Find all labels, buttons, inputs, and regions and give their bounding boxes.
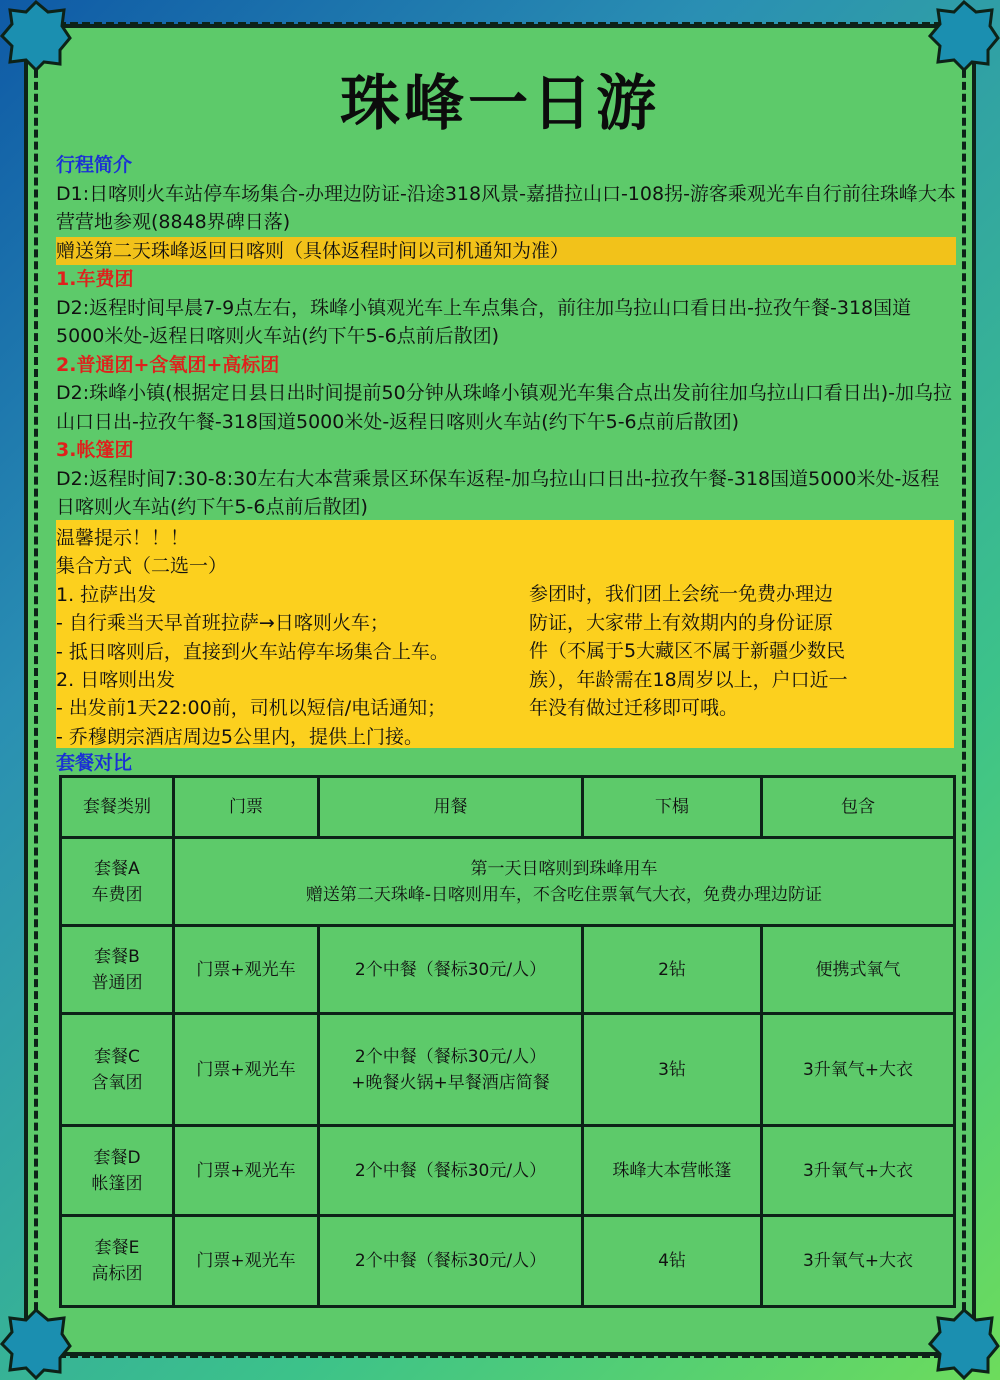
table-header-cell: 用餐 xyxy=(319,777,583,838)
tip-line: - 自行乘当天早首班拉萨→日喀则火车； xyxy=(56,612,389,635)
ticket-cell: 门票+观光车 xyxy=(174,1014,319,1126)
page-title: 珠峰一日游 xyxy=(340,69,660,139)
stay-cell: 4钻 xyxy=(583,1216,762,1307)
ticket-cell: 门票+观光车 xyxy=(174,926,319,1014)
itinerary-section xyxy=(56,151,956,522)
include-cell: 3升氧气+大衣 xyxy=(762,1126,955,1216)
table-header-cell: 包含 xyxy=(762,777,955,838)
package-a-line: 赠送第二天珠峰-日喀则用车，不含吃住票氧气大衣，免费办理边防证 xyxy=(305,884,823,905)
package-name-cell xyxy=(61,1126,174,1216)
package-type: 含氧团 xyxy=(91,1072,143,1093)
option-3-text: D2:返程时间7:30-8:30左右大本营乘景区环保车返程-加乌拉山口日出-拉孜午餐-318国道5000米处-返程日喀则火车站(约下午5-6点前后散团) xyxy=(56,467,940,518)
include-cell: 便携式氧气 xyxy=(762,926,955,1014)
tips-heading: 温馨提示！！！ xyxy=(56,527,190,549)
package-name-cell xyxy=(61,1216,174,1307)
tips-left-column xyxy=(56,524,516,751)
option-3-heading: 3.帐篷团 xyxy=(56,439,134,461)
tip-line: 1. 拉萨出发 xyxy=(56,583,157,606)
meal-line: 2个中餐（餐标30元/人） xyxy=(354,1160,547,1181)
include-cell: 3升氧气+大衣 xyxy=(762,1014,955,1126)
return-highlight: 赠送第二天珠峰返回日喀则（具体返程时间以司机通知为准） xyxy=(56,237,956,266)
option-1-text: D2:返程时间早晨7-9点左右，珠峰小镇观光车上车点集合，前往加乌拉山口看日出-拉孜午餐-318国道5000米处-返程日喀则火车站(约下午5-6点前后散团) xyxy=(56,296,912,347)
package-code: 套餐D xyxy=(93,1147,141,1168)
stay-cell: 3钻 xyxy=(583,1014,762,1126)
meal-cell xyxy=(319,1216,583,1307)
include-cell: 3升氧气+大衣 xyxy=(762,1216,955,1307)
package-name-cell xyxy=(61,926,174,1014)
package-a-line: 第一天日喀则到珠峰用车 xyxy=(470,858,658,879)
meal-cell xyxy=(319,926,583,1014)
table-row xyxy=(61,1126,955,1216)
table-header-row xyxy=(61,777,955,838)
meal-cell xyxy=(319,1126,583,1216)
meal-line: 2个中餐（餐标30元/人） xyxy=(354,1046,547,1067)
tip-line: - 出发前1天22:00前，司机以短信/电话通知； xyxy=(56,697,447,720)
package-type: 车费团 xyxy=(91,884,143,905)
table-header-cell: 门票 xyxy=(174,777,319,838)
tips-box xyxy=(56,520,954,748)
table-row xyxy=(61,1014,955,1126)
package-code: 套餐A xyxy=(94,858,140,879)
meal-line: +晚餐火锅+早餐酒店简餐 xyxy=(351,1072,550,1093)
package-code: 套餐C xyxy=(94,1046,140,1067)
corner-ornament-icon xyxy=(0,1308,72,1380)
package-type: 高标团 xyxy=(91,1264,143,1284)
tip-line: - 乔穆朗宗酒店周边5公里内，提供上门接。 xyxy=(56,725,423,748)
table-header-cell: 套餐类别 xyxy=(61,777,174,838)
package-a-description xyxy=(174,838,955,926)
table-row xyxy=(61,1216,955,1307)
table-header-cell: 下榻 xyxy=(583,777,762,838)
option-1-heading: 1.车费团 xyxy=(56,268,134,290)
package-type: 普通团 xyxy=(91,972,143,993)
package-name-cell xyxy=(61,838,174,926)
option-2-text: D2:珠峰小镇(根据定日县日出时间提前50分钟从珠峰小镇观光车集合点出发前往加乌拉山口看日出)-加乌拉山口日出-拉孜午餐-318国道5000米处-返程日喀则火车站(约下午5-6点前后散团) xyxy=(56,382,952,433)
package-table xyxy=(59,775,956,1308)
compare-heading: 套餐对比 xyxy=(56,752,133,774)
package-name-cell xyxy=(61,1014,174,1126)
package-type: 帐篷团 xyxy=(91,1173,143,1194)
ticket-cell: 门票+观光车 xyxy=(174,1216,319,1307)
package-code: 套餐E xyxy=(94,1238,140,1258)
table-row xyxy=(61,838,955,926)
package-code: 套餐B xyxy=(94,946,140,967)
meal-line: 2个中餐（餐标30元/人） xyxy=(354,959,547,980)
day1-text: D1:日喀则火车站停车场集合-办理边防证-沿途318风景-嘉措拉山口-108拐-游客乘观光车自行前往珠峰大本营营地参观(8848界碑日落) xyxy=(56,182,956,233)
tip-line: 2. 日喀则出发 xyxy=(56,669,176,692)
table-row xyxy=(61,926,955,1014)
stay-cell: 珠峰大本营帐篷 xyxy=(583,1126,762,1216)
corner-ornament-icon xyxy=(928,1308,1000,1380)
tips-note: 参团时，我们团上会统一免费办理边防证，大家带上有效期内的身份证原件（不属于5大藏区不属于新疆少数民族），年龄需在18周岁以上，户口近一年没有做过迁移即可哦。 xyxy=(529,583,848,720)
option-2-heading: 2.普通团+含氧团+高标团 xyxy=(56,353,280,376)
ticket-cell: 门票+观光车 xyxy=(174,1126,319,1216)
meal-line: 2个中餐（餐标30元/人） xyxy=(354,1251,547,1271)
tip-line: - 抵日喀则后，直接到火车站停车场集合上车。 xyxy=(56,640,449,663)
itinerary-heading: 行程简介 xyxy=(56,154,133,176)
meal-cell xyxy=(319,1014,583,1126)
gather-heading: 集合方式（二选一） xyxy=(56,555,228,578)
stay-cell: 2钻 xyxy=(583,926,762,1014)
